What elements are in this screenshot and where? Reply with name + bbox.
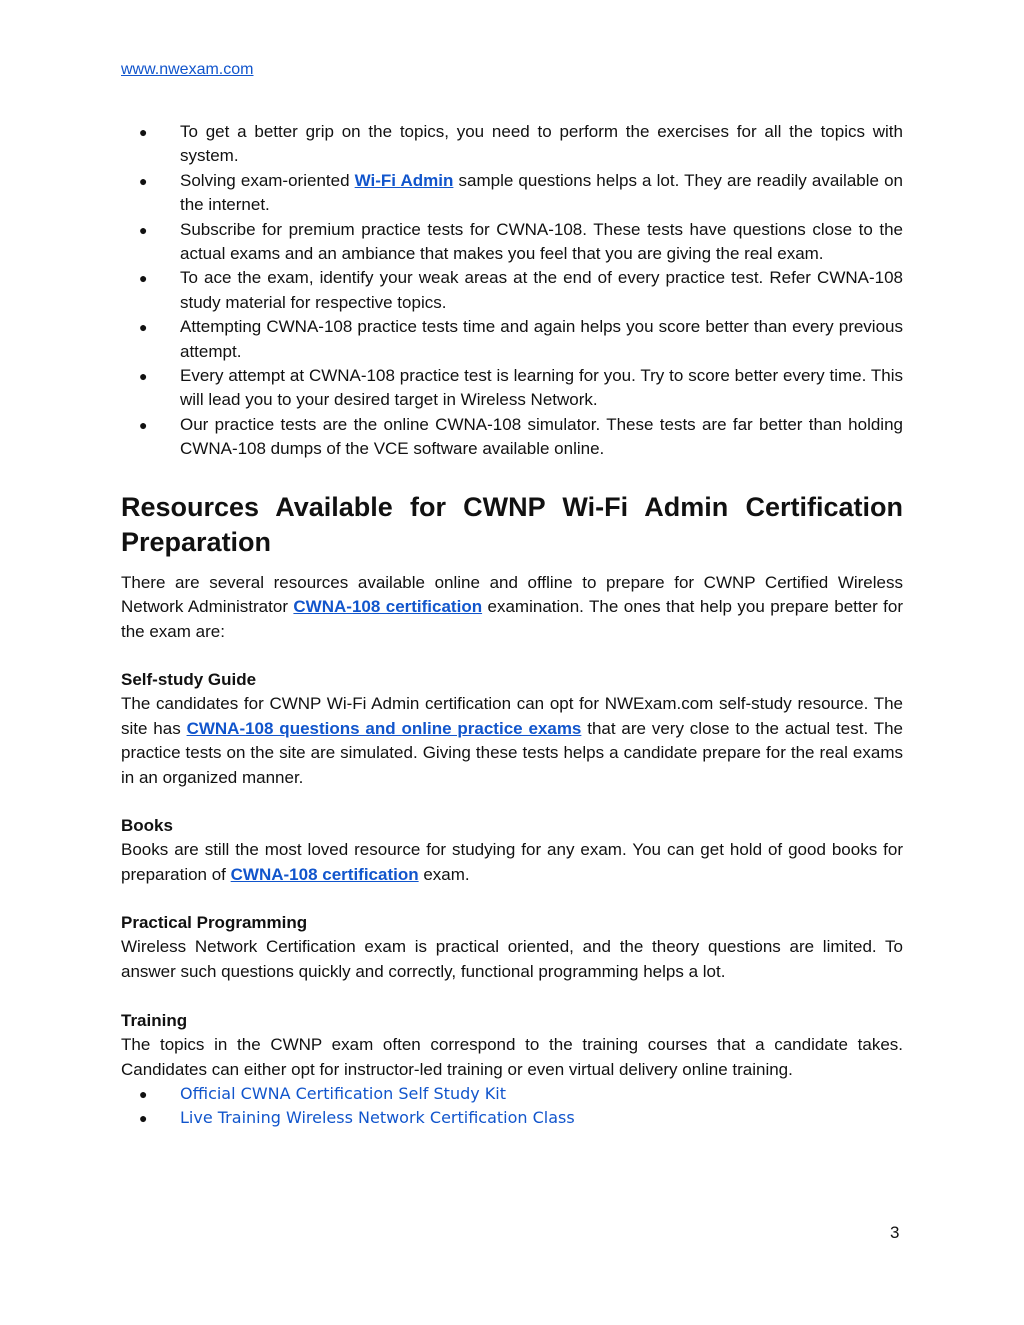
header-site-link[interactable]: www.nwexam.com <box>121 61 254 78</box>
section-heading-line2: Preparation <box>121 527 272 557</box>
tip-text: To get a better grip on the topics, you need to perform the exercises for all the topics with system. <box>180 122 903 166</box>
practical-section <box>121 911 903 984</box>
wifi-admin-link[interactable]: Wi-Fi Admin <box>354 170 454 190</box>
bullet-icon: ● <box>139 1110 148 1127</box>
self-study-section <box>121 668 903 790</box>
self-study-text <box>121 692 903 790</box>
list-item <box>121 1106 903 1130</box>
cwna-questions-link[interactable]: CWNA-108 questions and online practice exams <box>186 718 582 738</box>
self-study-text-before: The candidates for CWNP Wi-Fi Admin certification can opt for NWExam.com self-study resource. The site has <box>121 694 903 738</box>
tips-list <box>121 120 903 462</box>
self-study-text-after: that are very close to the actual test. The practice tests on the site are simulated. Giving these tests helps a candidate prepare for the real exams in an organized manner. <box>121 718 904 787</box>
section-heading-line1: Resources Available for CWNP Wi-Fi Admin Certification <box>121 492 903 522</box>
list-item <box>121 364 903 413</box>
training-section <box>121 1009 903 1082</box>
intro-text-before: There are several resources available online and offline to prepare for CWNP Certified Wireless Network Administrator <box>121 573 903 617</box>
bullet-icon: ● <box>139 124 148 140</box>
list-item <box>121 315 903 364</box>
bullet-icon: ● <box>139 319 148 336</box>
books-text-before: Books are still the most loved resource for studying for any exam. You can get hold of good books for preparation of <box>121 840 903 884</box>
section-intro <box>121 571 903 644</box>
cwna-certification-link-books[interactable]: CWNA-108 certification <box>230 864 419 884</box>
tip-text: To ace the exam, identify your weak areas at the end of every practice test. Refer CWNA-108 study material for respective topics. <box>180 268 903 312</box>
books-section <box>121 814 903 887</box>
list-item <box>121 120 903 169</box>
tip-text-after: sample questions helps a lot. They are readily available on the internet. <box>180 170 903 215</box>
self-study-kit-link[interactable]: Official CWNA Certification Self Study Kit <box>180 1084 507 1103</box>
cwna-certification-link[interactable]: CWNA-108 certification <box>293 597 483 617</box>
bullet-icon: ● <box>139 270 148 287</box>
bullet-icon: ● <box>139 221 148 238</box>
training-title: Training <box>121 1011 188 1030</box>
tip-text: Subscribe for premium practice tests for CWNA-108. These tests have questions close to the actual exams and an ambiance that makes you feel that you are giving the real exam. <box>180 219 903 264</box>
books-title: Books <box>121 816 173 835</box>
books-text-after: exam. <box>418 864 470 884</box>
live-training-link[interactable]: Live Training Wireless Network Certification Class <box>180 1108 575 1128</box>
bullet-icon: ● <box>139 416 148 433</box>
list-item <box>121 413 903 462</box>
list-item <box>121 1082 903 1106</box>
bullet-icon: ● <box>139 172 148 189</box>
intro-text-after: examination. The ones that help you prepare better for the exam are: <box>121 597 903 641</box>
section-heading <box>121 490 903 560</box>
list-item <box>121 266 903 315</box>
practical-text: Wireless Network Certification exam is practical oriented, and the theory questions are limited. To answer such questions quickly and correctly, functional programming helps a lot. <box>121 937 903 981</box>
tip-text: Our practice tests are the online CWNA-108 simulator. These tests are far better than holding CWNA-108 dumps of the VCE software available online. <box>180 414 903 459</box>
training-text: The topics in the CWNP exam often correspond to the training courses that a candidate takes. Candidates can either opt for instructor-led training or even virtual delivery online training. <box>121 1035 903 1079</box>
list-item <box>121 218 903 267</box>
page-number: 3 <box>890 1223 900 1242</box>
list-item <box>121 169 903 218</box>
bullet-icon: ● <box>139 368 148 385</box>
books-text <box>121 838 903 887</box>
practical-title: Practical Programming <box>121 913 308 932</box>
tip-text-before: Solving exam-oriented <box>180 170 355 190</box>
training-links-list <box>121 1082 903 1131</box>
self-study-title: Self-study Guide <box>121 670 257 689</box>
tip-text: Attempting CWNA-108 practice tests time and again helps you score better than every previous attempt. <box>180 317 903 361</box>
tip-text: Every attempt at CWNA-108 practice test is learning for you. Try to score better every time. This will lead you to your desired target in Wireless Network. <box>180 366 903 410</box>
bullet-icon: ● <box>139 1086 148 1102</box>
